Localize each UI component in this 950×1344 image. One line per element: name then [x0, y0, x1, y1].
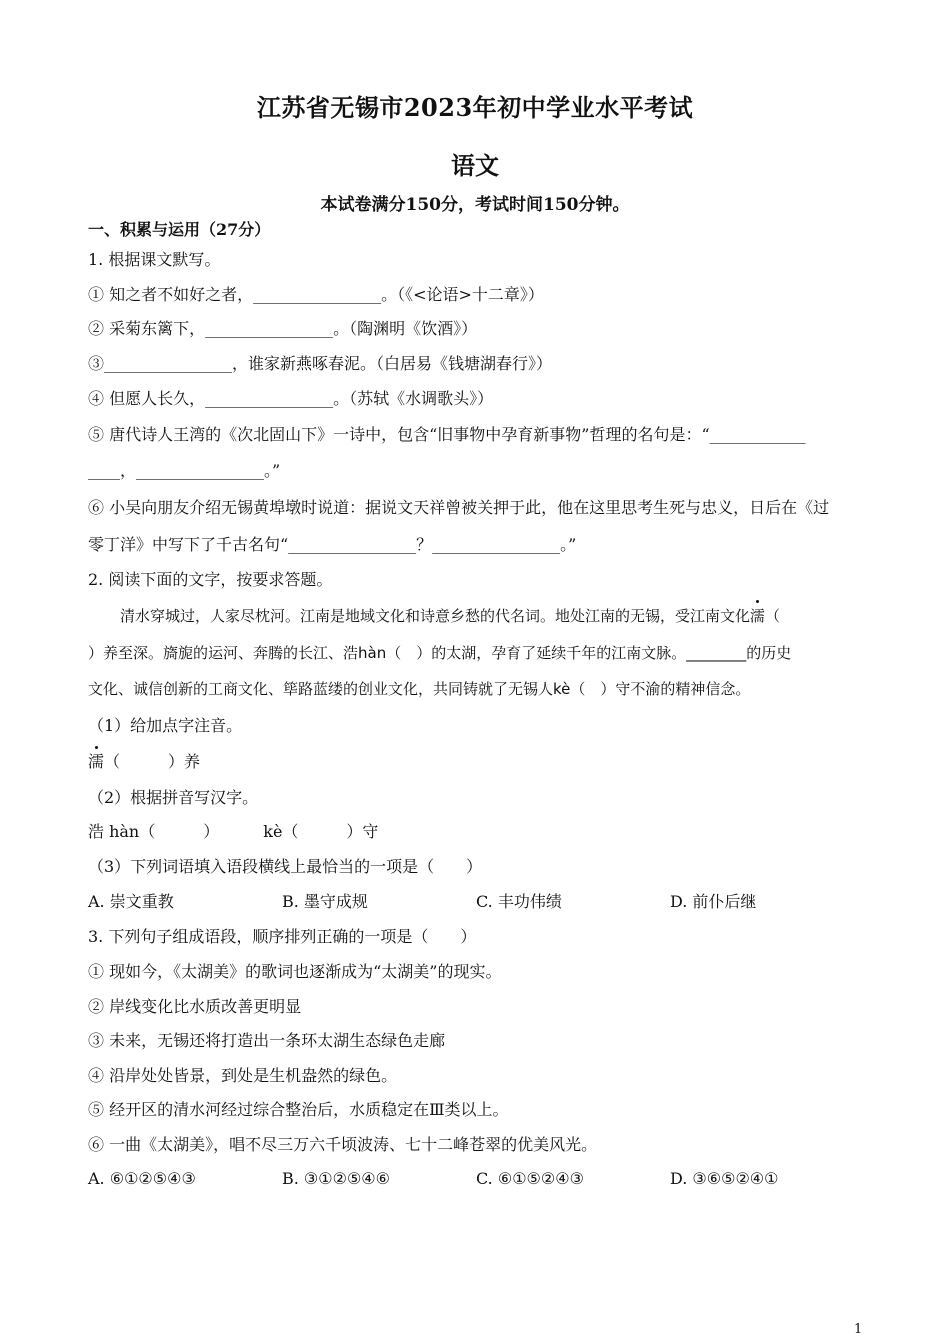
q2-sub2-answers — [88, 820, 868, 844]
q2-sub1: （1）给加点字注音。 — [88, 716, 243, 735]
dotted-char: 濡 — [750, 604, 765, 628]
option-c: C. ⑥①⑤②④③ — [476, 1169, 584, 1188]
q2-sub1-answer — [88, 750, 868, 774]
option-a: A. 崇文重教 — [88, 892, 174, 911]
q1-item-2: ② 采菊东篱下，________________。（陶渊明《饮酒》） — [88, 319, 478, 338]
answer-blank: （ ）养 — [104, 752, 201, 771]
q1-item-1: ① 知之者不如好之者，________________。（《<论语>十二章》） — [88, 285, 544, 304]
q1-item-3: ③________________，谁家新燕啄春泥。（白居易《钱塘湖春行》） — [88, 354, 553, 373]
q3-sentence-1: ① 现如今，《太湖美》的歌词也逐渐成为“太湖美”的现实。 — [88, 962, 502, 981]
q1-stem: 1. 根据课文默写。 — [88, 250, 221, 269]
option-c: C. 丰功伟绩 — [476, 892, 562, 911]
q1-item-5: ⑤ 唐代诗人王湾的《次北固山下》一诗中，包含“旧事物中孕育新事物”哲理的名句是：“____________ — [88, 425, 806, 444]
q2-stem: 2. 阅读下面的文字，按要求答题。 — [88, 570, 333, 589]
q2-sub2: （2）根据拼音写汉字。 — [88, 788, 259, 807]
q2-passage-line-2: ）养至深。旖旎的运河、奔腾的长江、浩hàn（ ）的太湖，孕育了延续千年的江南文脉。________的历史 — [88, 644, 792, 662]
q1-item-5-cont: ____，________________。” — [88, 461, 281, 480]
q2-passage-line-3: 文化、诚信创新的工商文化、筚路蓝缕的创业文化，共同铸就了无锡人kè（ ）守不渝的精神信念。 — [88, 680, 751, 698]
answer-blank-ke: kè（ ）守 — [263, 822, 379, 841]
q2-sub3: （3）下列词语填入语段横线上最恰当的一项是（ ） — [88, 857, 483, 876]
q1-item-4: ④ 但愿人长久，________________。（苏轼《水调歌头》） — [88, 389, 494, 408]
q2-passage-line-1 — [120, 604, 868, 628]
q3-sentence-2: ② 岸线变化比水质改善更明显 — [88, 997, 302, 1016]
option-b: B. ③①②⑤④⑥ — [282, 1169, 390, 1188]
option-a: A. ⑥①②⑤④③ — [88, 1169, 196, 1188]
q3-stem: 3. 下列句子组成语段，顺序排列正确的一项是（ ） — [88, 927, 477, 946]
subject-title: 语文 — [451, 151, 499, 180]
q3-sentence-5: ⑤ 经开区的清水河经过综合整治后，水质稳定在Ⅲ类以上。 — [88, 1100, 509, 1119]
answer-blank-han: 浩 hàn（ ） — [88, 822, 220, 841]
q3-sentence-6: ⑥ 一曲《太湖美》，唱不尽三万六千顷波涛、七十二峰苍翠的优美风光。 — [88, 1135, 598, 1154]
q3-sentence-3: ③ 未来，无锡还将打造出一条环太湖生态绿色走廊 — [88, 1031, 446, 1050]
passage-text: （ — [765, 607, 781, 625]
exam-info: 本试卷满分150分，考试时间150分钟。 — [320, 195, 630, 215]
section-heading: 一、积累与运用（27分） — [88, 220, 271, 239]
q1-item-6: ⑥ 小吴向朋友介绍无锡黄埠墩时说道：据说文天祥曾被关押于此，他在这里思考生死与忠义，日后在《过 — [88, 498, 830, 517]
q3-sentence-4: ④ 沿岸处处皆景，到处是生机盎然的绿色。 — [88, 1066, 398, 1085]
passage-text: 清水穿城过，人家尽枕河。江南是地域文化和诗意乡愁的代名词。地处江南的无锡，受江南文化 — [120, 607, 751, 625]
exam-title: 江苏省无锡市2023年初中学业水平考试 — [256, 93, 694, 122]
dotted-char: 濡 — [88, 750, 104, 774]
q1-item-6-cont: 零丁洋》中写下了千古名句“________________？________________。” — [88, 535, 577, 554]
option-d: D. ③⑥⑤②④① — [670, 1169, 779, 1188]
page-number: 1 — [854, 1322, 863, 1337]
option-b: B. 墨守成规 — [282, 892, 368, 911]
option-d: D. 前仆后继 — [670, 892, 757, 911]
